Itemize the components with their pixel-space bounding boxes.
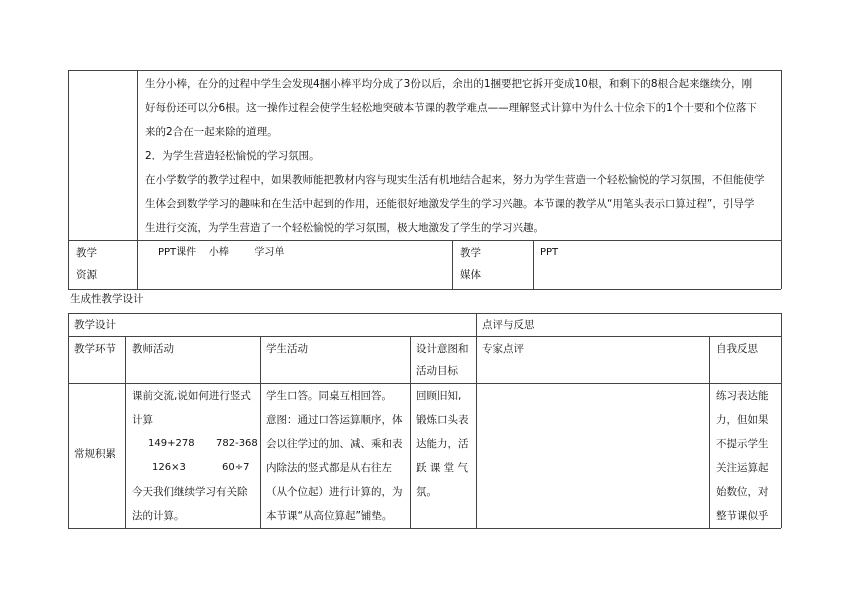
table-border [533, 240, 534, 289]
column-header-stage: 教学环节 [74, 343, 116, 355]
paragraph-line: 生进行交流，为学生营造了一个轻松愉悦的学习氛围，极大地激发了学生的学习兴趣。 [145, 222, 544, 234]
column-header-self: 自我反思 [716, 343, 758, 355]
teacher-activity-line: 课前交流,说如何进行竖式 [132, 390, 251, 402]
resources-label: 教学 [76, 247, 97, 259]
paragraph-line: 生分小棒，在分的过程中学生会发现4捆小棒平均分成了3份以后，余出的1捆要把它拆开变成10根，和剩下的8根合起来继续分，刚 [145, 78, 753, 90]
table-border [476, 313, 477, 528]
column-header-design: 设计意图和 [416, 343, 469, 355]
paragraph-line: 来的2合在一起来除的道理。 [145, 126, 278, 138]
calculation: 149+278 [148, 438, 195, 449]
column-header-design: 活动目标 [416, 365, 458, 377]
column-header-expert: 专家点评 [482, 343, 524, 355]
header-review-reflection: 点评与反思 [482, 319, 535, 331]
media-value: PPT [540, 247, 559, 258]
table-border [68, 240, 781, 241]
student-activity-line: 内除法的竖式都是从右往左 [266, 462, 392, 474]
design-intent-line: 跃 课 堂 气 [416, 462, 469, 474]
paragraph-line: 好每份还可以分6根。这一操作过程会使学生轻松地突破本节课的教学难点——理解竖式计算中为什么十位余下的1个十要和个位落下 [145, 102, 757, 114]
design-intent-line: 达能力，活 [416, 438, 469, 450]
teacher-activity-line: 计算 [132, 414, 153, 426]
self-reflection-line: 关注运算起 [716, 462, 769, 474]
table-border [137, 70, 138, 289]
teacher-activity-line: 今天我们继续学习有关除 [132, 486, 248, 498]
table-border [68, 70, 781, 71]
teacher-activity-line: 法的计算。 [132, 510, 185, 522]
self-reflection-line: 整节课似乎 [716, 510, 769, 522]
calculation: 60÷7 [222, 462, 250, 473]
table-border [781, 313, 782, 528]
table-border [709, 336, 710, 528]
table-border [68, 70, 69, 289]
table-border [68, 336, 781, 337]
paragraph-line: 在小学数学的教学过程中，如果教师能把教材内容与现实生活有机地结合起来，努力为学生营造一个轻松愉悦的学习氛围，不但能使学 [145, 174, 765, 186]
student-activity-line: 本节课“从高位算起”铺垫。 [266, 510, 393, 522]
table-border [68, 383, 781, 384]
table-border [68, 313, 69, 528]
paragraph-heading: 2．为学生营造轻松愉悦的学习氛围。 [145, 150, 320, 162]
self-reflection-line: 不提示学生 [716, 438, 769, 450]
table-border [68, 528, 781, 529]
student-activity-line: 会以往学过的加、减、乘和表 [266, 438, 403, 450]
student-activity-line: 学生口答。同桌互相回答。 [266, 390, 392, 402]
media-label: 教学 [460, 247, 481, 259]
table-border [410, 336, 411, 528]
student-activity-line: 意图：通过口答运算顺序，体 [266, 414, 403, 426]
header-teaching-design: 教学设计 [74, 319, 116, 331]
table-border [781, 70, 782, 289]
paragraph-line: 生体会到数学学习的趣味和在生活中起到的作用，还能很好地激发学生的学习兴趣。本节课的教学从“用笔头表示口算过程”，引导学 [145, 198, 755, 210]
table-border [260, 336, 261, 528]
table-border [68, 289, 781, 290]
student-activity-line: （从个位起）进行计算的，为 [266, 486, 403, 498]
table-border [68, 313, 781, 314]
column-header-student: 学生活动 [266, 343, 308, 355]
design-intent-line: 氛。 [416, 486, 437, 498]
section-title: 生成性教学设计 [70, 293, 144, 305]
self-reflection-line: 始数位，对 [716, 486, 769, 498]
table-border [452, 240, 453, 289]
resources-label: 资源 [76, 269, 97, 281]
design-intent-line: 回顾旧知, [416, 390, 462, 402]
media-label: 媒体 [460, 269, 481, 281]
calculation: 782-368 [216, 438, 258, 449]
self-reflection-line: 练习表达能 [716, 390, 769, 402]
self-reflection-line: 力，但如果 [716, 414, 769, 426]
calculation: 126×3 [152, 462, 186, 473]
resources-value: PPT课件 小棒 学习单 [158, 247, 285, 258]
design-intent-line: 锻炼口头表 [416, 414, 469, 426]
stage-label: 常规积累 [74, 448, 116, 460]
table-border [125, 336, 126, 528]
column-header-teacher: 教师活动 [132, 343, 174, 355]
